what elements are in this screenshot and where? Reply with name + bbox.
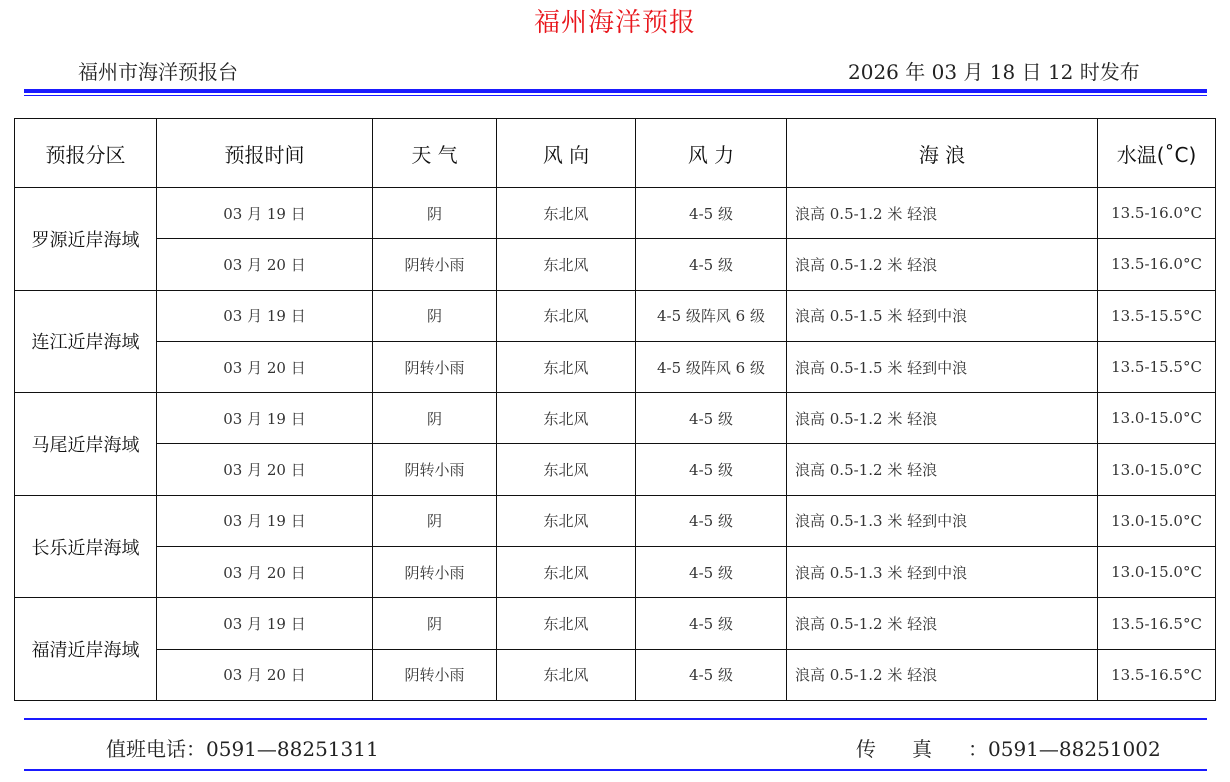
wave-cell: 浪高 0.5-1.3 米 轻到中浪 xyxy=(787,495,1098,546)
weather-cell: 阴转小雨 xyxy=(373,239,497,290)
weather-cell: 阴转小雨 xyxy=(373,547,497,598)
water-temp-cell: 13.0-15.0°C xyxy=(1098,547,1216,598)
wind-force-cell: 4-5 级 xyxy=(636,444,787,495)
water-temp-cell: 13.5-16.0°C xyxy=(1098,188,1216,239)
water-temp-cell: 13.5-15.5°C xyxy=(1098,341,1216,392)
water-temp-cell: 13.0-15.0°C xyxy=(1098,444,1216,495)
duty-phone: 值班电话：0591—88251311 xyxy=(106,737,379,761)
wave-cell: 浪高 0.5-1.2 米 轻浪 xyxy=(787,239,1098,290)
fax-value: ：0591—88251002 xyxy=(968,737,1161,761)
weather-cell: 阴 xyxy=(373,393,497,444)
header-rule-thick xyxy=(24,89,1207,93)
wind-direction-cell: 东北风 xyxy=(497,341,636,392)
wave-cell: 浪高 0.5-1.2 米 轻浪 xyxy=(787,188,1098,239)
wind-force-cell: 4-5 级 xyxy=(636,649,787,700)
col-header-wave: 海 浪 xyxy=(787,119,1098,188)
wind-force-cell: 4-5 级 xyxy=(636,547,787,598)
table-row xyxy=(15,495,1216,546)
wind-direction-cell: 东北风 xyxy=(497,444,636,495)
wind-direction-cell: 东北风 xyxy=(497,290,636,341)
wind-direction-cell: 东北风 xyxy=(497,495,636,546)
table-row xyxy=(15,649,1216,700)
water-temp-cell: 13.5-16.5°C xyxy=(1098,649,1216,700)
wind-force-cell: 4-5 级 xyxy=(636,495,787,546)
forecast-date: 03 月 19 日 xyxy=(157,393,373,444)
forecast-date: 03 月 20 日 xyxy=(157,239,373,290)
wind-force-cell: 4-5 级 xyxy=(636,393,787,444)
table-row xyxy=(15,341,1216,392)
wind-direction-cell: 东北风 xyxy=(497,649,636,700)
col-header-water-temp: 水温(˚C) xyxy=(1098,119,1216,188)
forecast-date: 03 月 20 日 xyxy=(157,444,373,495)
wave-cell: 浪高 0.5-1.2 米 轻浪 xyxy=(787,598,1098,649)
weather-cell: 阴转小雨 xyxy=(373,341,497,392)
forecast-date: 03 月 19 日 xyxy=(157,598,373,649)
water-temp-cell: 13.0-15.0°C xyxy=(1098,393,1216,444)
table-row xyxy=(15,239,1216,290)
col-header-wind-direction: 风 向 xyxy=(497,119,636,188)
col-header-time: 预报时间 xyxy=(157,119,373,188)
water-temp-cell: 13.5-15.5°C xyxy=(1098,290,1216,341)
weather-cell: 阴 xyxy=(373,188,497,239)
table-row xyxy=(15,547,1216,598)
table-row xyxy=(15,598,1216,649)
forecast-date: 03 月 20 日 xyxy=(157,547,373,598)
forecast-table xyxy=(14,118,1216,701)
wave-cell: 浪高 0.5-1.3 米 轻到中浪 xyxy=(787,547,1098,598)
forecast-date: 03 月 19 日 xyxy=(157,495,373,546)
footer-rule-top xyxy=(24,718,1207,720)
col-header-wind-force: 风 力 xyxy=(636,119,787,188)
region-name: 马尾近岸海域 xyxy=(15,393,157,496)
wave-cell: 浪高 0.5-1.2 米 轻浪 xyxy=(787,444,1098,495)
wind-force-cell: 4-5 级 xyxy=(636,188,787,239)
water-temp-cell: 13.5-16.0°C xyxy=(1098,239,1216,290)
forecast-date: 03 月 19 日 xyxy=(157,290,373,341)
table-row xyxy=(15,188,1216,239)
page-title: 福州海洋预报 xyxy=(533,8,696,38)
wind-direction-cell: 东北风 xyxy=(497,598,636,649)
col-header-region: 预报分区 xyxy=(15,119,157,188)
forecast-date: 03 月 20 日 xyxy=(157,649,373,700)
wave-cell: 浪高 0.5-1.2 米 轻浪 xyxy=(787,649,1098,700)
agency-name: 福州市海洋预报台 xyxy=(78,60,238,84)
forecast-date: 03 月 19 日 xyxy=(157,188,373,239)
wave-cell: 浪高 0.5-1.5 米 轻到中浪 xyxy=(787,341,1098,392)
wind-direction-cell: 东北风 xyxy=(497,188,636,239)
wind-force-cell: 4-5 级阵风 6 级 xyxy=(636,290,787,341)
weather-cell: 阴 xyxy=(373,495,497,546)
weather-cell: 阴转小雨 xyxy=(373,444,497,495)
wave-cell: 浪高 0.5-1.5 米 轻到中浪 xyxy=(787,290,1098,341)
weather-cell: 阴转小雨 xyxy=(373,649,497,700)
forecast-date: 03 月 20 日 xyxy=(157,341,373,392)
wind-direction-cell: 东北风 xyxy=(497,547,636,598)
weather-cell: 阴 xyxy=(373,290,497,341)
table-row xyxy=(15,444,1216,495)
header-rule-thin xyxy=(24,95,1207,96)
table-row xyxy=(15,393,1216,444)
wind-force-cell: 4-5 级 xyxy=(636,598,787,649)
region-name: 连江近岸海域 xyxy=(15,290,157,393)
table-header-row xyxy=(15,119,1216,188)
wave-cell: 浪高 0.5-1.2 米 轻浪 xyxy=(787,393,1098,444)
wind-force-cell: 4-5 级 xyxy=(636,239,787,290)
wind-direction-cell: 东北风 xyxy=(497,393,636,444)
region-name: 罗源近岸海域 xyxy=(15,188,157,291)
fax-number xyxy=(856,733,1161,762)
issue-time: 2026 年 03 月 18 日 12 时发布 xyxy=(848,60,1140,84)
water-temp-cell: 13.5-16.5°C xyxy=(1098,598,1216,649)
col-header-weather: 天 气 xyxy=(373,119,497,188)
fax-label: 传真 xyxy=(856,737,968,761)
table-row xyxy=(15,290,1216,341)
water-temp-cell: 13.0-15.0°C xyxy=(1098,495,1216,546)
footer-rule-bottom xyxy=(24,769,1207,771)
region-name: 长乐近岸海域 xyxy=(15,495,157,598)
region-name: 福清近岸海域 xyxy=(15,598,157,701)
wind-force-cell: 4-5 级阵风 6 级 xyxy=(636,341,787,392)
weather-cell: 阴 xyxy=(373,598,497,649)
wind-direction-cell: 东北风 xyxy=(497,239,636,290)
